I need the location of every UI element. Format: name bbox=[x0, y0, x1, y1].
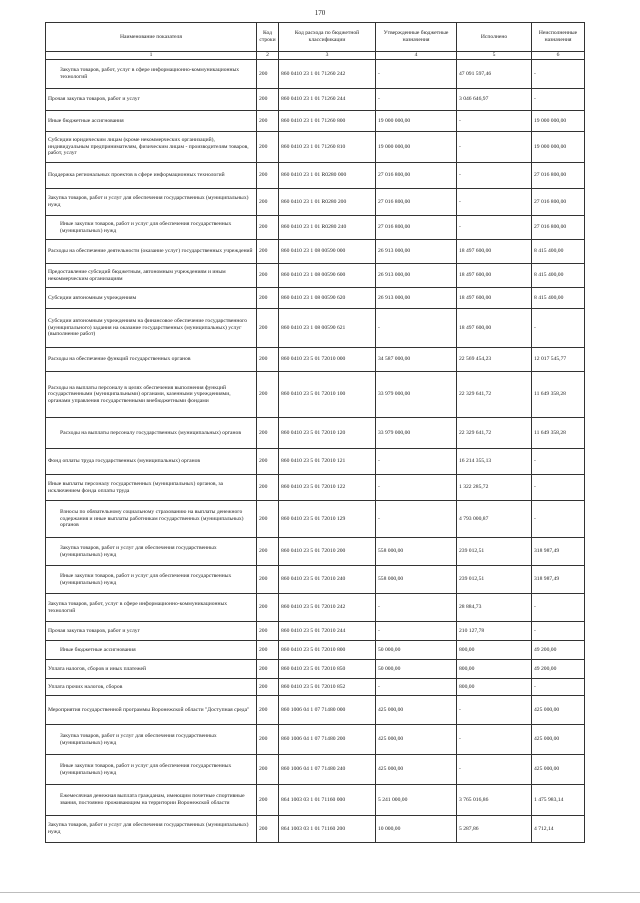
row-name: Субсидии юридическим лицам (кроме некоммерческих организаций), индивидуальным предпринимателям, физическим лицам - производителям товаров, работ, услуг bbox=[46, 132, 257, 163]
header-executed: Исполнено bbox=[457, 23, 532, 52]
row-unexecuted-amount: - bbox=[532, 594, 585, 622]
row-name: Иные бюджетные ассигнования bbox=[46, 111, 257, 132]
row-unexecuted-amount: - bbox=[532, 679, 585, 696]
row-unexecuted-amount: - bbox=[532, 89, 585, 111]
row-unexecuted-amount: - bbox=[532, 60, 585, 89]
header-code: Код строки bbox=[257, 23, 279, 52]
row-classification-code: 860 0410 23 5 01 72010 200 bbox=[279, 538, 376, 566]
row-code: 200 bbox=[257, 348, 279, 372]
row-name: Мероприятия государственной программы Воронежской области "Доступная среда" bbox=[46, 696, 257, 725]
table-row bbox=[46, 501, 585, 538]
row-approved-amount: 558 000,00 bbox=[376, 538, 457, 566]
row-executed-amount: - bbox=[457, 189, 532, 216]
table-row bbox=[46, 785, 585, 816]
row-approved-amount: 558 000,00 bbox=[376, 566, 457, 594]
table-row bbox=[46, 163, 585, 189]
row-approved-amount: - bbox=[376, 475, 457, 501]
row-code: 200 bbox=[257, 163, 279, 189]
row-executed-amount: - bbox=[457, 755, 532, 785]
column-number: 5 bbox=[457, 52, 532, 60]
row-name: Закупка товаров, работ и услуг для обеспечения государственных (муниципальных) нужд bbox=[46, 538, 257, 566]
table-row bbox=[46, 594, 585, 622]
row-unexecuted-amount: - bbox=[532, 501, 585, 538]
row-approved-amount: 10 000,00 bbox=[376, 816, 457, 843]
row-approved-amount: 33 979 000,00 bbox=[376, 418, 457, 449]
row-classification-code: 860 0410 23 5 01 72010 240 bbox=[279, 566, 376, 594]
table-row bbox=[46, 89, 585, 111]
row-executed-amount: 18 497 600,00 bbox=[457, 240, 532, 264]
row-unexecuted-amount: - bbox=[532, 449, 585, 475]
row-classification-code: 860 0410 23 5 01 72010 129 bbox=[279, 501, 376, 538]
row-executed-amount: 47 091 597,46 bbox=[457, 60, 532, 89]
row-name: Закупка товаров, работ и услуг для обеспечения государственных (муниципальных) нужд bbox=[46, 816, 257, 843]
row-name: Поддержка региональных проектов в сфере информационных технологий bbox=[46, 163, 257, 189]
row-classification-code: 860 0410 23 1 01 R0280 200 bbox=[279, 189, 376, 216]
row-unexecuted-amount: 19 000 000,00 bbox=[532, 132, 585, 163]
row-name: Закупка товаров, работ и услуг для обеспечения государственных (муниципальных) нужд bbox=[46, 189, 257, 216]
row-code: 200 bbox=[257, 594, 279, 622]
row-approved-amount: 425 000,00 bbox=[376, 755, 457, 785]
row-classification-code: 860 0410 23 5 01 72010 000 bbox=[279, 348, 376, 372]
row-name: Расходы на обеспечение функций государственных органов bbox=[46, 348, 257, 372]
row-unexecuted-amount: 425 000,00 bbox=[532, 755, 585, 785]
row-executed-amount: - bbox=[457, 216, 532, 240]
row-unexecuted-amount: 8 415 400,00 bbox=[532, 288, 585, 309]
row-unexecuted-amount: 11 649 358,28 bbox=[532, 418, 585, 449]
row-name: Взносы по обязательному социальному страхованию на выплаты денежного содержания и иные выплаты работникам государственных (муниципальных) органов bbox=[46, 501, 257, 538]
row-unexecuted-amount: 49 200,00 bbox=[532, 641, 585, 660]
table-row bbox=[46, 288, 585, 309]
row-unexecuted-amount: 8 415 400,00 bbox=[532, 264, 585, 288]
table-row bbox=[46, 372, 585, 418]
row-code: 200 bbox=[257, 132, 279, 163]
row-executed-amount: 16 214 355,13 bbox=[457, 449, 532, 475]
header-classification: Код расхода по бюджетной классификации bbox=[279, 23, 376, 52]
table-row bbox=[46, 216, 585, 240]
row-name: Расходы на выплаты персоналу в целях обеспечения выполнения функций государственными (муниципальными) органами, казенными учреждениями, органами управления государственными внебюджетными фондами bbox=[46, 372, 257, 418]
table-row bbox=[46, 60, 585, 89]
table-row bbox=[46, 449, 585, 475]
row-unexecuted-amount: 8 415 400,00 bbox=[532, 240, 585, 264]
row-approved-amount: - bbox=[376, 594, 457, 622]
row-name: Иные закупки товаров, работ и услуг для обеспечения государственных (муниципальных) нужд bbox=[46, 216, 257, 240]
row-unexecuted-amount: 4 712,14 bbox=[532, 816, 585, 843]
row-name: Закупка товаров, работ и услуг для обеспечения государственных (муниципальных) нужд bbox=[46, 725, 257, 755]
row-name: Закупка товаров, работ, услуг в сфере информационно-коммуникационных технологий bbox=[46, 594, 257, 622]
row-name: Иные закупки товаров, работ и услуг для обеспечения государственных (муниципальных) нужд bbox=[46, 755, 257, 785]
row-name: Субсидии автономным учреждениям bbox=[46, 288, 257, 309]
row-executed-amount: 800,00 bbox=[457, 641, 532, 660]
row-executed-amount: 800,00 bbox=[457, 679, 532, 696]
column-number-row bbox=[46, 52, 585, 60]
row-approved-amount: - bbox=[376, 60, 457, 89]
row-classification-code: 860 0410 23 5 01 72010 121 bbox=[279, 449, 376, 475]
row-executed-amount: - bbox=[457, 111, 532, 132]
row-classification-code: 860 0410 23 1 01 R0280 240 bbox=[279, 216, 376, 240]
row-approved-amount: - bbox=[376, 501, 457, 538]
row-name: Уплата налогов, сборов и иных платежей bbox=[46, 660, 257, 679]
row-unexecuted-amount: 27 016 800,00 bbox=[532, 189, 585, 216]
page-number: 170 bbox=[314, 9, 326, 17]
row-approved-amount: - bbox=[376, 309, 457, 348]
row-approved-amount: - bbox=[376, 679, 457, 696]
table-body bbox=[46, 60, 585, 843]
row-classification-code: 860 1006 04 1 07 71480 200 bbox=[279, 725, 376, 755]
row-executed-amount: 210 127,78 bbox=[457, 622, 532, 641]
table-row bbox=[46, 132, 585, 163]
row-executed-amount: 3 046 646,97 bbox=[457, 89, 532, 111]
table-row bbox=[46, 641, 585, 660]
row-code: 200 bbox=[257, 622, 279, 641]
table-row bbox=[46, 696, 585, 725]
row-classification-code: 860 0410 23 1 08 00590 000 bbox=[279, 240, 376, 264]
row-unexecuted-amount: - bbox=[532, 622, 585, 641]
row-executed-amount: 22 329 641,72 bbox=[457, 372, 532, 418]
row-classification-code: 860 0410 23 1 01 71260 244 bbox=[279, 89, 376, 111]
row-name: Иные выплаты персоналу государственных (муниципальных) органов, за исключением фонда оплаты труда bbox=[46, 475, 257, 501]
row-code: 200 bbox=[257, 785, 279, 816]
row-approved-amount: 27 016 800,00 bbox=[376, 189, 457, 216]
row-classification-code: 860 0410 23 5 01 72010 100 bbox=[279, 372, 376, 418]
table-row bbox=[46, 475, 585, 501]
row-approved-amount: - bbox=[376, 89, 457, 111]
row-executed-amount: 239 012,51 bbox=[457, 538, 532, 566]
row-executed-amount: 22 329 641,72 bbox=[457, 418, 532, 449]
row-classification-code: 860 1006 04 1 07 71480 000 bbox=[279, 696, 376, 725]
row-code: 200 bbox=[257, 660, 279, 679]
row-classification-code: 860 1006 04 1 07 71480 240 bbox=[279, 755, 376, 785]
column-number: 1 bbox=[46, 52, 257, 60]
row-executed-amount: - bbox=[457, 132, 532, 163]
row-code: 200 bbox=[257, 240, 279, 264]
column-number: 6 bbox=[532, 52, 585, 60]
row-approved-amount: 26 913 000,00 bbox=[376, 264, 457, 288]
row-classification-code: 860 0410 23 5 01 72010 242 bbox=[279, 594, 376, 622]
table-row bbox=[46, 240, 585, 264]
row-code: 200 bbox=[257, 189, 279, 216]
row-executed-amount: - bbox=[457, 696, 532, 725]
row-executed-amount: - bbox=[457, 725, 532, 755]
row-code: 200 bbox=[257, 288, 279, 309]
row-code: 200 bbox=[257, 264, 279, 288]
row-classification-code: 860 0410 23 5 01 72010 850 bbox=[279, 660, 376, 679]
row-name: Прочая закупка товаров, работ и услуг bbox=[46, 622, 257, 641]
row-approved-amount: 19 000 000,00 bbox=[376, 111, 457, 132]
row-approved-amount: 26 913 000,00 bbox=[376, 240, 457, 264]
row-executed-amount: 18 497 600,00 bbox=[457, 309, 532, 348]
row-classification-code: 860 0410 23 1 01 71260 810 bbox=[279, 132, 376, 163]
header-name: Наименование показателя bbox=[46, 23, 257, 52]
table-row bbox=[46, 660, 585, 679]
row-code: 200 bbox=[257, 566, 279, 594]
page-bottom-rule bbox=[0, 892, 640, 893]
row-unexecuted-amount: 49 200,00 bbox=[532, 660, 585, 679]
header-approved: Утвержденные бюджетные назначения bbox=[376, 23, 457, 52]
table-row bbox=[46, 189, 585, 216]
row-name: Ежемесячная денежная выплата гражданам, имеющим почетные спортивные звания, постоянно проживающим на территории Воронежской области bbox=[46, 785, 257, 816]
table-row bbox=[46, 622, 585, 641]
row-code: 200 bbox=[257, 372, 279, 418]
row-approved-amount: 50 000,00 bbox=[376, 660, 457, 679]
column-number: 2 bbox=[257, 52, 279, 60]
row-code: 200 bbox=[257, 309, 279, 348]
row-unexecuted-amount: 12 017 545,77 bbox=[532, 348, 585, 372]
row-classification-code: 864 1003 03 1 01 71160 000 bbox=[279, 785, 376, 816]
table-row bbox=[46, 348, 585, 372]
row-classification-code: 860 0410 23 5 01 72010 244 bbox=[279, 622, 376, 641]
table-row bbox=[46, 111, 585, 132]
budget-execution-table bbox=[45, 22, 585, 843]
table-row bbox=[46, 679, 585, 696]
row-approved-amount: 19 000 000,00 bbox=[376, 132, 457, 163]
row-classification-code: 860 0410 23 5 01 72010 800 bbox=[279, 641, 376, 660]
row-executed-amount: 5 287,86 bbox=[457, 816, 532, 843]
row-unexecuted-amount: 318 987,49 bbox=[532, 538, 585, 566]
header-row bbox=[46, 23, 585, 52]
row-executed-amount: 22 569 454,23 bbox=[457, 348, 532, 372]
row-approved-amount: 425 000,00 bbox=[376, 696, 457, 725]
row-classification-code: 860 0410 23 1 01 R0280 000 bbox=[279, 163, 376, 189]
row-classification-code: 860 0410 23 1 01 71260 800 bbox=[279, 111, 376, 132]
row-classification-code: 860 0410 23 1 08 00590 621 bbox=[279, 309, 376, 348]
row-code: 200 bbox=[257, 60, 279, 89]
column-number: 3 bbox=[279, 52, 376, 60]
row-approved-amount: 26 913 000,00 bbox=[376, 288, 457, 309]
row-approved-amount: 50 000,00 bbox=[376, 641, 457, 660]
row-name: Иные бюджетные ассигнования bbox=[46, 641, 257, 660]
row-approved-amount: 27 016 800,00 bbox=[376, 163, 457, 189]
row-unexecuted-amount: 318 987,49 bbox=[532, 566, 585, 594]
row-name: Закупка товаров, работ, услуг в сфере информационно-коммуникационных технологий bbox=[46, 60, 257, 89]
row-executed-amount: 18 497 600,00 bbox=[457, 264, 532, 288]
row-code: 200 bbox=[257, 696, 279, 725]
row-unexecuted-amount: 11 649 358,28 bbox=[532, 372, 585, 418]
row-unexecuted-amount: 1 475 983,14 bbox=[532, 785, 585, 816]
row-code: 200 bbox=[257, 538, 279, 566]
row-name: Расходы на выплаты персоналу государственных (муниципальных) органов bbox=[46, 418, 257, 449]
row-unexecuted-amount: 27 016 800,00 bbox=[532, 216, 585, 240]
row-name: Расходы на обеспечение деятельности (оказание услуг) государственных учреждений bbox=[46, 240, 257, 264]
row-code: 200 bbox=[257, 216, 279, 240]
row-executed-amount: 4 793 000,87 bbox=[457, 501, 532, 538]
row-classification-code: 860 0410 23 5 01 72010 120 bbox=[279, 418, 376, 449]
column-number: 4 bbox=[376, 52, 457, 60]
row-classification-code: 860 0410 23 1 08 00590 620 bbox=[279, 288, 376, 309]
table-row bbox=[46, 725, 585, 755]
row-approved-amount: 5 241 000,00 bbox=[376, 785, 457, 816]
table-row bbox=[46, 418, 585, 449]
row-name: Прочая закупка товаров, работ и услуг bbox=[46, 89, 257, 111]
row-code: 200 bbox=[257, 641, 279, 660]
row-unexecuted-amount: 27 016 800,00 bbox=[532, 163, 585, 189]
row-name: Фонд оплаты труда государственных (муниципальных) органов bbox=[46, 449, 257, 475]
row-code: 200 bbox=[257, 475, 279, 501]
row-name: Иные закупки товаров, работ и услуг для обеспечения государственных (муниципальных) нужд bbox=[46, 566, 257, 594]
row-approved-amount: 34 587 000,00 bbox=[376, 348, 457, 372]
row-unexecuted-amount: 425 000,00 bbox=[532, 696, 585, 725]
row-executed-amount: 800,00 bbox=[457, 660, 532, 679]
row-code: 200 bbox=[257, 418, 279, 449]
row-approved-amount: 27 016 800,00 bbox=[376, 216, 457, 240]
row-code: 200 bbox=[257, 501, 279, 538]
table-row bbox=[46, 264, 585, 288]
table-row bbox=[46, 566, 585, 594]
row-name: Предоставление субсидий бюджетным, автономным учреждениям и иным некоммерческим организациям bbox=[46, 264, 257, 288]
row-classification-code: 860 0410 23 1 08 00590 600 bbox=[279, 264, 376, 288]
table-row bbox=[46, 538, 585, 566]
row-code: 200 bbox=[257, 679, 279, 696]
row-executed-amount: 3 765 016,86 bbox=[457, 785, 532, 816]
row-code: 200 bbox=[257, 816, 279, 843]
row-approved-amount: - bbox=[376, 449, 457, 475]
table-row bbox=[46, 816, 585, 843]
row-approved-amount: 33 979 000,00 bbox=[376, 372, 457, 418]
row-unexecuted-amount: 19 000 000,00 bbox=[532, 111, 585, 132]
row-code: 200 bbox=[257, 755, 279, 785]
row-name: Уплата прочих налогов, сборов bbox=[46, 679, 257, 696]
row-unexecuted-amount: 425 000,00 bbox=[532, 725, 585, 755]
row-classification-code: 860 0410 23 1 01 71260 242 bbox=[279, 60, 376, 89]
row-code: 200 bbox=[257, 111, 279, 132]
row-code: 200 bbox=[257, 725, 279, 755]
row-name: Субсидии автономным учреждениям на финансовое обеспечение государственного (муниципального) задания на оказание государственных (муниципальных) услуг (выполнение работ) bbox=[46, 309, 257, 348]
row-executed-amount: 18 497 600,00 bbox=[457, 288, 532, 309]
row-classification-code: 860 0410 23 5 01 72010 122 bbox=[279, 475, 376, 501]
row-code: 200 bbox=[257, 449, 279, 475]
row-executed-amount: 28 884,73 bbox=[457, 594, 532, 622]
header-unexecuted: Неисполненные назначения bbox=[532, 23, 585, 52]
row-executed-amount: - bbox=[457, 163, 532, 189]
row-unexecuted-amount: - bbox=[532, 475, 585, 501]
table-row bbox=[46, 755, 585, 785]
row-executed-amount: 239 012,51 bbox=[457, 566, 532, 594]
row-unexecuted-amount: - bbox=[532, 309, 585, 348]
row-code: 200 bbox=[257, 89, 279, 111]
row-executed-amount: 1 322 285,72 bbox=[457, 475, 532, 501]
row-classification-code: 864 1003 03 1 01 71160 200 bbox=[279, 816, 376, 843]
row-approved-amount: - bbox=[376, 622, 457, 641]
row-approved-amount: 425 000,00 bbox=[376, 725, 457, 755]
row-classification-code: 860 0410 23 5 01 72010 852 bbox=[279, 679, 376, 696]
table-row bbox=[46, 309, 585, 348]
